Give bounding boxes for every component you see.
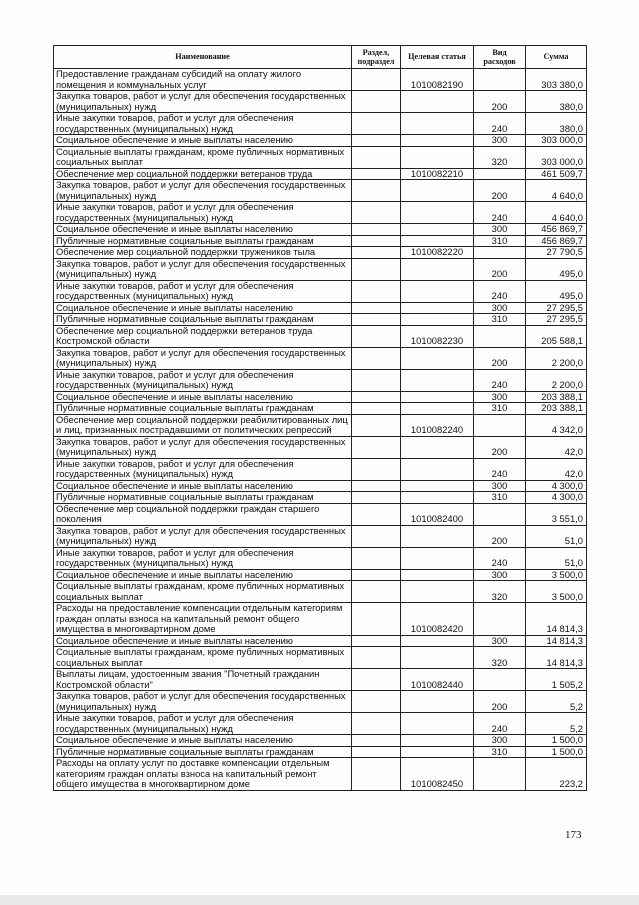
cell-target: 1010082240 [401, 414, 474, 436]
cell-section [352, 235, 401, 247]
cell-name: Социальное обеспечение и иные выплаты населению [54, 224, 352, 236]
cell-section [352, 735, 401, 747]
cell-kind: 320 [474, 647, 526, 669]
table-row [54, 135, 587, 147]
cell-section [352, 603, 401, 636]
cell-name: Предоставление гражданам субсидий на оплату жилого помещения и коммунальных услуг [54, 69, 352, 91]
table-row [54, 258, 587, 280]
cell-name: Иные закупки товаров, работ и услуг для обеспечения государственных (муниципальных) нужд [54, 458, 352, 480]
cell-kind: 200 [474, 347, 526, 369]
cell-target [401, 391, 474, 403]
cell-target [401, 235, 474, 247]
table-row [54, 569, 587, 581]
cell-sum: 461 509,7 [526, 168, 587, 180]
table-header-row [54, 46, 587, 69]
cell-kind: 240 [474, 547, 526, 569]
cell-sum: 203 388,1 [526, 391, 587, 403]
cell-sum: 51,0 [526, 547, 587, 569]
cell-name: Иные закупки товаров, работ и услуг для обеспечения государственных (муниципальных) нужд [54, 113, 352, 135]
table-row [54, 635, 587, 647]
header-target: Целевая статья [401, 46, 474, 69]
cell-section [352, 302, 401, 314]
cell-name: Расходы на оплату услуг по доставке компенсации отдельным категориям граждан оплаты взноса на капитальный ремонт общего имущества в многоквартирном доме [54, 758, 352, 791]
cell-kind: 200 [474, 525, 526, 547]
cell-sum: 1 505,2 [526, 669, 587, 691]
cell-section [352, 647, 401, 669]
table-row [54, 69, 587, 91]
cell-name: Социальное обеспечение и иные выплаты населению [54, 569, 352, 581]
table-row [54, 669, 587, 691]
cell-sum: 4 342,0 [526, 414, 587, 436]
cell-target: 1010082210 [401, 168, 474, 180]
table-row [54, 414, 587, 436]
cell-kind: 240 [474, 458, 526, 480]
cell-kind: 300 [474, 224, 526, 236]
cell-section [352, 369, 401, 391]
header-name: Наименование [54, 46, 352, 69]
cell-target [401, 647, 474, 669]
table-row [54, 758, 587, 791]
cell-kind: 320 [474, 146, 526, 168]
cell-kind: 300 [474, 135, 526, 147]
table-body [54, 69, 587, 791]
cell-kind: 310 [474, 314, 526, 326]
cell-name: Иные закупки товаров, работ и услуг для обеспечения государственных (муниципальных) нужд [54, 547, 352, 569]
cell-sum: 3 500,0 [526, 581, 587, 603]
cell-name: Социальное обеспечение и иные выплаты населению [54, 391, 352, 403]
table-row [54, 480, 587, 492]
cell-sum: 456 869,7 [526, 224, 587, 236]
table-row [54, 168, 587, 180]
cell-section [352, 503, 401, 525]
cell-kind: 200 [474, 436, 526, 458]
cell-section [352, 635, 401, 647]
cell-kind: 200 [474, 691, 526, 713]
cell-sum: 5,2 [526, 691, 587, 713]
budget-table [53, 45, 587, 791]
cell-name: Обеспечение мер социальной поддержки граждан старшего поколения [54, 503, 352, 525]
table-row [54, 603, 587, 636]
cell-kind: 300 [474, 735, 526, 747]
table-row [54, 325, 587, 347]
cell-target [401, 480, 474, 492]
cell-kind: 320 [474, 581, 526, 603]
table-row [54, 735, 587, 747]
cell-target: 1010082400 [401, 503, 474, 525]
cell-kind [474, 69, 526, 91]
cell-name: Закупка товаров, работ и услуг для обеспечения государственных (муниципальных) нужд [54, 525, 352, 547]
cell-target [401, 202, 474, 224]
cell-target [401, 458, 474, 480]
header-section: Раздел, подраздел [352, 46, 401, 69]
cell-section [352, 525, 401, 547]
cell-name: Социальное обеспечение и иные выплаты населению [54, 735, 352, 747]
cell-kind [474, 669, 526, 691]
cell-sum: 495,0 [526, 258, 587, 280]
cell-target [401, 436, 474, 458]
cell-name: Социальное обеспечение и иные выплаты населению [54, 302, 352, 314]
cell-sum: 2 200,0 [526, 369, 587, 391]
cell-kind: 300 [474, 391, 526, 403]
table-row [54, 581, 587, 603]
table-row [54, 247, 587, 259]
cell-section [352, 258, 401, 280]
cell-section [352, 480, 401, 492]
cell-target [401, 525, 474, 547]
cell-sum: 27 295,5 [526, 314, 587, 326]
cell-target [401, 691, 474, 713]
cell-name: Обеспечение мер социальной поддержки ветеранов труда Костромской области [54, 325, 352, 347]
cell-kind [474, 414, 526, 436]
cell-target [401, 492, 474, 504]
cell-target [401, 569, 474, 581]
table-row [54, 391, 587, 403]
cell-kind [474, 758, 526, 791]
table-row [54, 492, 587, 504]
cell-kind: 300 [474, 480, 526, 492]
cell-kind [474, 325, 526, 347]
cell-sum: 14 814,3 [526, 603, 587, 636]
table-row [54, 436, 587, 458]
cell-kind: 300 [474, 569, 526, 581]
cell-name: Закупка товаров, работ и услуг для обеспечения государственных (муниципальных) нужд [54, 180, 352, 202]
cell-target [401, 403, 474, 415]
cell-kind: 240 [474, 113, 526, 135]
cell-target: 1010082420 [401, 603, 474, 636]
cell-target [401, 91, 474, 113]
cell-target: 1010082230 [401, 325, 474, 347]
cell-kind: 240 [474, 202, 526, 224]
cell-kind [474, 247, 526, 259]
cell-sum: 5,2 [526, 713, 587, 735]
cell-sum: 495,0 [526, 280, 587, 302]
cell-name: Публичные нормативные социальные выплаты гражданам [54, 746, 352, 758]
cell-name: Обеспечение мер социальной поддержки тружеников тыла [54, 247, 352, 259]
table-row [54, 280, 587, 302]
cell-section [352, 713, 401, 735]
table-row [54, 525, 587, 547]
cell-sum: 3 500,0 [526, 569, 587, 581]
cell-sum: 3 551,0 [526, 503, 587, 525]
cell-sum: 27 295,5 [526, 302, 587, 314]
cell-name: Публичные нормативные социальные выплаты гражданам [54, 314, 352, 326]
table-row [54, 547, 587, 569]
table-row [54, 713, 587, 735]
cell-name: Иные закупки товаров, работ и услуг для обеспечения государственных (муниципальных) нужд [54, 280, 352, 302]
cell-sum: 42,0 [526, 436, 587, 458]
cell-section [352, 135, 401, 147]
cell-target [401, 735, 474, 747]
cell-kind: 200 [474, 91, 526, 113]
page-number: 173 [565, 829, 582, 841]
cell-name: Социальные выплаты гражданам, кроме публичных нормативных социальных выплат [54, 647, 352, 669]
cell-target [401, 347, 474, 369]
cell-name: Обеспечение мер социальной поддержки ветеранов труда [54, 168, 352, 180]
scan-edge [0, 895, 639, 905]
cell-name: Закупка товаров, работ и услуг для обеспечения государственных (муниципальных) нужд [54, 436, 352, 458]
cell-section [352, 569, 401, 581]
cell-kind: 240 [474, 713, 526, 735]
cell-section [352, 691, 401, 713]
cell-kind [474, 168, 526, 180]
cell-sum: 4 640,0 [526, 202, 587, 224]
table-row [54, 302, 587, 314]
cell-name: Расходы на предоставление компенсации отдельным категориям граждан оплаты взноса на капитальный ремонт общего имущества в многоквартирном доме [54, 603, 352, 636]
cell-section [352, 403, 401, 415]
cell-name: Публичные нормативные социальные выплаты гражданам [54, 492, 352, 504]
cell-sum: 223,2 [526, 758, 587, 791]
cell-sum: 2 200,0 [526, 347, 587, 369]
cell-target [401, 113, 474, 135]
table-row [54, 146, 587, 168]
cell-section [352, 168, 401, 180]
cell-kind: 200 [474, 258, 526, 280]
cell-sum: 14 814,3 [526, 647, 587, 669]
cell-section [352, 547, 401, 569]
cell-name: Иные закупки товаров, работ и услуг для обеспечения государственных (муниципальных) нужд [54, 713, 352, 735]
cell-kind: 310 [474, 235, 526, 247]
cell-target [401, 547, 474, 569]
cell-sum: 4 640,0 [526, 180, 587, 202]
cell-target [401, 224, 474, 236]
cell-name: Выплаты лицам, удостоенным звания "Почетный гражданин Костромской области" [54, 669, 352, 691]
cell-sum: 380,0 [526, 113, 587, 135]
cell-section [352, 325, 401, 347]
table-row [54, 202, 587, 224]
cell-target [401, 135, 474, 147]
cell-target: 1010082220 [401, 247, 474, 259]
cell-kind: 310 [474, 492, 526, 504]
table-row [54, 91, 587, 113]
table-row [54, 458, 587, 480]
table-row [54, 347, 587, 369]
cell-section [352, 581, 401, 603]
cell-kind: 300 [474, 635, 526, 647]
cell-name: Обеспечение мер социальной поддержки реабилитированных лиц и лиц, признанных пострадавшими от политических репрессий [54, 414, 352, 436]
cell-sum: 1 500,0 [526, 735, 587, 747]
header-sum: Сумма [526, 46, 587, 69]
cell-section [352, 458, 401, 480]
cell-kind: 240 [474, 280, 526, 302]
cell-target [401, 258, 474, 280]
table-row [54, 746, 587, 758]
cell-section [352, 113, 401, 135]
cell-kind: 300 [474, 302, 526, 314]
cell-sum: 303 000,0 [526, 135, 587, 147]
cell-section [352, 146, 401, 168]
cell-target [401, 369, 474, 391]
cell-sum: 303 380,0 [526, 69, 587, 91]
cell-section [352, 224, 401, 236]
cell-section [352, 391, 401, 403]
cell-sum: 1 500,0 [526, 746, 587, 758]
cell-name: Социальные выплаты гражданам, кроме публичных нормативных социальных выплат [54, 581, 352, 603]
cell-section [352, 347, 401, 369]
table-row [54, 369, 587, 391]
table-row [54, 691, 587, 713]
cell-name: Закупка товаров, работ и услуг для обеспечения государственных (муниципальных) нужд [54, 691, 352, 713]
table-row [54, 235, 587, 247]
cell-name: Закупка товаров, работ и услуг для обеспечения государственных (муниципальных) нужд [54, 91, 352, 113]
cell-kind: 200 [474, 180, 526, 202]
cell-name: Иные закупки товаров, работ и услуг для обеспечения государственных (муниципальных) нужд [54, 202, 352, 224]
cell-kind: 240 [474, 369, 526, 391]
cell-target: 1010082450 [401, 758, 474, 791]
table-row [54, 224, 587, 236]
cell-target [401, 581, 474, 603]
cell-section [352, 91, 401, 113]
cell-sum: 42,0 [526, 458, 587, 480]
cell-section [352, 247, 401, 259]
table-row [54, 403, 587, 415]
cell-section [352, 280, 401, 302]
cell-sum: 203 388,1 [526, 403, 587, 415]
cell-kind [474, 503, 526, 525]
table-row [54, 180, 587, 202]
cell-section [352, 202, 401, 224]
cell-section [352, 492, 401, 504]
cell-target [401, 180, 474, 202]
table-row [54, 113, 587, 135]
cell-section [352, 314, 401, 326]
cell-sum: 4 300,0 [526, 492, 587, 504]
cell-name: Иные закупки товаров, работ и услуг для обеспечения государственных (муниципальных) нужд [54, 369, 352, 391]
cell-target [401, 280, 474, 302]
cell-name: Социальное обеспечение и иные выплаты населению [54, 135, 352, 147]
cell-sum: 380,0 [526, 91, 587, 113]
cell-sum: 27 790,5 [526, 247, 587, 259]
cell-section [352, 669, 401, 691]
table-row [54, 503, 587, 525]
cell-target: 1010082190 [401, 69, 474, 91]
cell-section [352, 436, 401, 458]
cell-sum: 14 814,3 [526, 635, 587, 647]
cell-target [401, 635, 474, 647]
cell-target [401, 746, 474, 758]
table-row [54, 314, 587, 326]
cell-sum: 4 300,0 [526, 480, 587, 492]
cell-section [352, 758, 401, 791]
cell-target [401, 314, 474, 326]
cell-kind [474, 603, 526, 636]
cell-target [401, 713, 474, 735]
cell-kind: 310 [474, 403, 526, 415]
cell-name: Социальные выплаты гражданам, кроме публичных нормативных социальных выплат [54, 146, 352, 168]
cell-name: Закупка товаров, работ и услуг для обеспечения государственных (муниципальных) нужд [54, 347, 352, 369]
cell-section [352, 69, 401, 91]
cell-name: Закупка товаров, работ и услуг для обеспечения государственных (муниципальных) нужд [54, 258, 352, 280]
table-row [54, 647, 587, 669]
cell-name: Социальное обеспечение и иные выплаты населению [54, 635, 352, 647]
cell-sum: 303 000,0 [526, 146, 587, 168]
cell-sum: 456 869,7 [526, 235, 587, 247]
cell-kind: 310 [474, 746, 526, 758]
cell-section [352, 180, 401, 202]
cell-target: 1010082440 [401, 669, 474, 691]
cell-sum: 205 588,1 [526, 325, 587, 347]
cell-target [401, 146, 474, 168]
cell-section [352, 414, 401, 436]
cell-target [401, 302, 474, 314]
cell-sum: 51,0 [526, 525, 587, 547]
cell-name: Публичные нормативные социальные выплаты гражданам [54, 235, 352, 247]
cell-section [352, 746, 401, 758]
cell-name: Социальное обеспечение и иные выплаты населению [54, 480, 352, 492]
cell-name: Публичные нормативные социальные выплаты гражданам [54, 403, 352, 415]
header-kind: Вид расходов [474, 46, 526, 69]
